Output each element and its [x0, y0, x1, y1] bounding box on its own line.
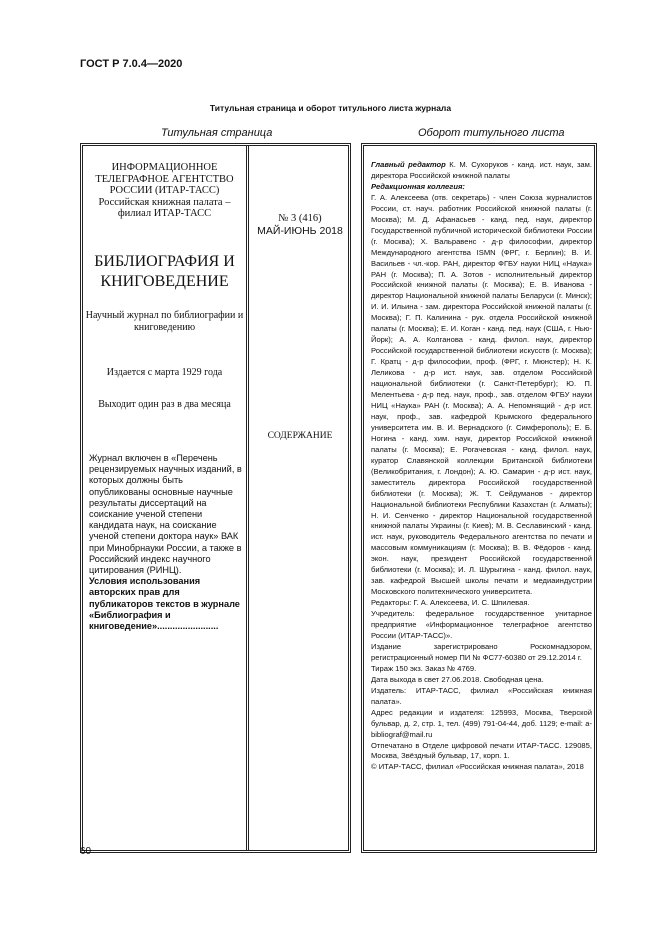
- copyright-note: Условия использования авторских прав для публикаторов текстов в журнале «Библиография и книговедение»........................: [89, 576, 240, 632]
- figure-caption: Титульная страница и оборот титульного листа журнала: [209, 103, 452, 113]
- copyright: © ИТАР-ТАСС, филиал «Российская книжная палата», 2018: [371, 762, 584, 772]
- vak-inclusion: [89, 453, 243, 632]
- journal-title: БИБЛИОГРАФИЯ И КНИГОВЕДЕНИЕ: [94, 253, 235, 290]
- circulation: Тираж 150 экз. Заказ № 4769.: [371, 663, 477, 673]
- publisher-org: ИНФОРМАЦИОННОЕ ТЕЛЕГРАФНОЕ АГЕНТСТВО РОССИИ (ИТАР-ТАСС) Российская книжная палата – филиал ИТАР-ТАСС: [95, 162, 234, 219]
- contents-heading: СОДЕРЖАНИЕ: [267, 431, 333, 441]
- publisher: Издатель: ИТАР-ТАСС, филиал «Российская книжная палата».: [371, 685, 592, 706]
- frequency-line: Выходит один раз в два месяца: [98, 399, 231, 410]
- printed: Отпечатано в Отделе цифровой печати ИТАР-ТАСС. 129085, Москва, Звёздный бульвар, 17, корп. 1.: [371, 740, 592, 761]
- chief-editor-label: Главный редактор: [371, 160, 446, 169]
- title-page-box: [80, 143, 351, 853]
- imprint-text: [371, 160, 592, 773]
- column-divider: [246, 146, 249, 850]
- address: Адрес редакции и издателя: 125993, Москва, Тверской бульвар, д. 2, стр. 1, тел. (499) 791-04-44, доб. 1129; e-mail: a-bibliograf@mail.ru: [371, 707, 592, 739]
- issue-number: № 3 (416): [278, 213, 322, 224]
- imprint-box: [361, 143, 597, 853]
- board-label: Редакционная коллегия:: [371, 181, 465, 191]
- board-text: Г. А. Алексеева (отв. секретарь) - член Союза журналистов России, ст. науч. работник Российской книжной палаты (г. Москва); М. Д. Афанасьев - канд. пед. наук, директор Государственной публичной исторической библиотеки России (г. Москва); Х. Вальравенс - д-р философии, директор Международного агентства ISMN (ФРГ, г. Берлин); В. И. Васильев - чл.-кор. РАН, директор ФГБУ науки НИЦ «Наука» РАН (г. Москва); П. А. Зотов - исполнительный директор Российской книжной палаты (г. Москва); Е. В. Иванова - директор Национальной книжной палаты Беларуси (г. Минск); И. И. Ильина - зам. директора Российской книжной палаты (г. Москва); Г. П. Калинина - рук. отдела Российской книжной палаты (г. Москва); Е. И. Коган - канд. пед. наук (США, г. Нью-Йорк); А. А. Колганова - канд. филол. наук, директор Российской государственной библиотеки искусств (г. Москва); Г. Кратц - д-р философии, проф. (ФРГ, г. Мюнстер); Н. К. Леликова - д-р ист. наук, зав. отделом Российской национальной библиотеки (г. Санкт-Петербург); Ю. П. Мелентьева - д-р пед. наук, проф., зав. отделом ФГБУ науки НИЦ «Наука» РАН (г. Москва); А. А. Непомнящий - д-р ист. наук, проф., зав. кафедрой Крымского федерального университета им. В. И. Вернадского (г. Симферополь); Е. Б. Ногина - канд. хим. наук, директор Российской книжной палаты (г. Москва); Е. Рогачевская - канд. филол. наук, куратор Славянской коллекции Британской библиотеки (Великобритания, г. Лондон); А. Ю. Самарин - д-р ист. наук, заместитель директора Российской государственной библиотеки (г. Москва); Ж. Т. Сейдуманов - директор Национальной библиотеки Республики Казахстан (г. Алматы); Н. И. Сенченко - директор Национальной государственной книжной палаты Украины (г. Киев); М. В. Сеславинский - канд. ист. наук, руководитель Федерального агентства по печати и массовым коммуникациям (г. Москва); В. В. Фёдоров - канд. экон. наук, президент Российской государственной библиотеки (г. Москва); И. Л. Шурыгина - канд. филол. наук, зав. кафедрой Высшей школы печати и медиаиндустрии Московского политехнического университета.: [371, 192, 592, 597]
- page-number: 60: [80, 846, 92, 857]
- editors: Редакторы: Г. А. Алексеева, И. С. Шпилевая.: [371, 598, 530, 608]
- registration: Издание зарегистрировано Роскомнадзором, регистрационный номер ПИ № ФС77-60380 от 29.12.2014 г.: [371, 641, 592, 662]
- since-line: Издается с марта 1929 года: [106, 367, 223, 378]
- left-subtitle: Титульная страница: [161, 127, 273, 139]
- standard-header: ГОСТ Р 7.0.4—2020: [80, 58, 183, 70]
- founder: Учредитель: федеральное государственное унитарное предприятие «Информационное телеграфное агентство России (ИТАР-ТАСС)».: [371, 609, 592, 640]
- issue-month: МАЙ-ИЮНЬ 2018: [257, 225, 343, 237]
- right-subtitle: Оборот титульного листа: [418, 127, 565, 139]
- issue-info: [249, 212, 351, 238]
- journal-description: Научный журнал по библиографии и книговедению: [85, 310, 244, 333]
- release-date: Дата выхода в свет 27.06.2018. Свободная цена.: [371, 674, 544, 684]
- chief-editor-text: К. М. Сухоруков - канд. ист. наук, зам. директора Российской книжной палаты: [371, 160, 592, 180]
- inclusion-text: Журнал включен в «Перечень рецензируемых научных изданий, в которых должны быть опубликованы основные научные результаты диссертаций на соискание ученой степени кандидата наук, на соискание ученой степени доктора наук» ВАК при Минобрнауки России, а также в Российский индекс научного цитирования (РИНЦ).: [89, 453, 242, 576]
